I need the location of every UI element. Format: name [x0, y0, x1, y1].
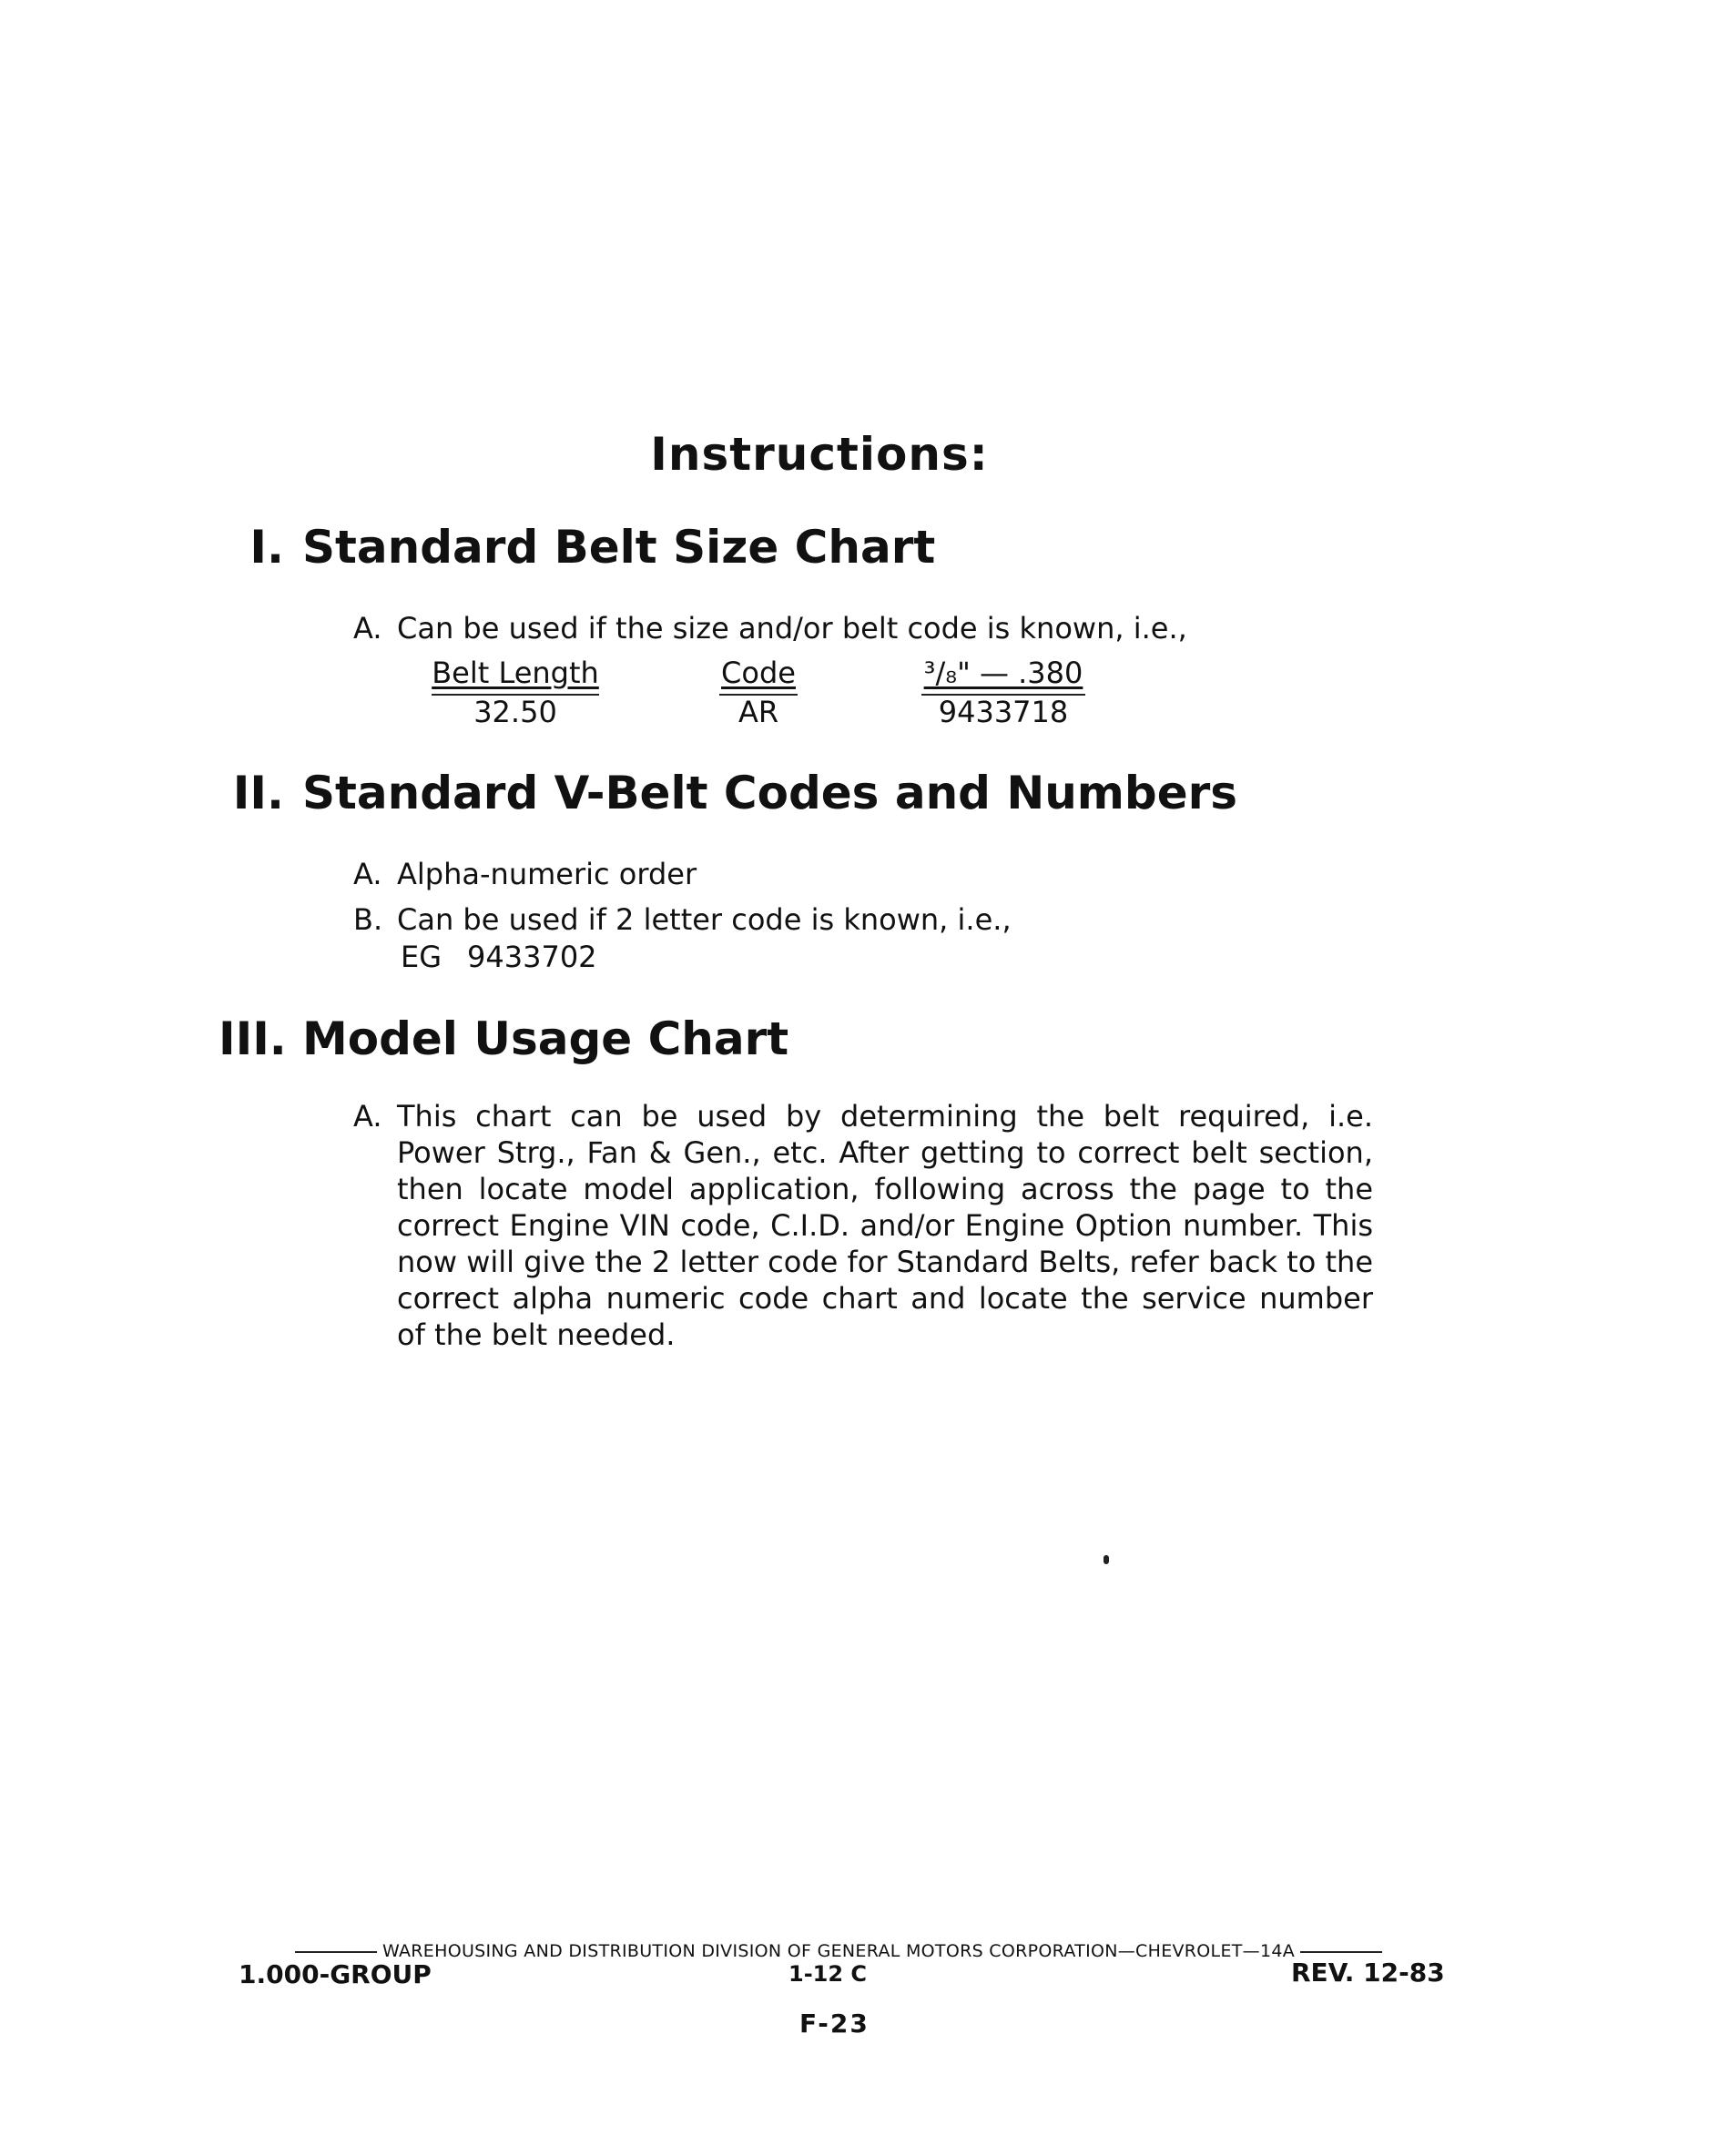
- footer-revision: REV. 12-83: [1291, 1958, 1445, 1988]
- list-item: [353, 856, 1355, 892]
- section-title: Standard Belt Size Chart: [302, 521, 936, 574]
- example-header: Code: [721, 656, 796, 690]
- example-value: AR: [719, 694, 798, 728]
- item-label: A.: [353, 611, 382, 646]
- footer-dash-left: [295, 1951, 377, 1953]
- scan-mark: [1104, 1555, 1109, 1564]
- item-paragraph: This chart can be used by determining the belt required, i.e. Power Strg., Fan & Gen., etc. After getting to correct belt section, then locate model application, following across the page to the correct Engine VIN code, C.I.D. and/or Engine Option number. This now will give the 2 letter code for Standard Belts, refer back to the correct alpha numeric code chart and locate the service number of the belt needed.: [397, 1099, 1373, 1352]
- footer-division-line: [257, 1941, 1420, 1961]
- item-text: Can be used if 2 letter code is known, i.e.,: [397, 902, 1012, 937]
- example-value: 32.50: [432, 694, 599, 728]
- example-value: 9433718: [921, 694, 1085, 728]
- example-code-line: [401, 940, 623, 974]
- section-heading-1: [219, 521, 935, 574]
- item-label: A.: [353, 857, 382, 891]
- section-heading-3: [219, 1012, 788, 1065]
- section-number: II.: [232, 767, 284, 819]
- section-title: Model Usage Chart: [302, 1012, 789, 1065]
- footer-division-text: WAREHOUSING AND DISTRIBUTION DIVISION OF GENERAL MOTORS CORPORATION—CHEVROLET—14A: [381, 1941, 1296, 1961]
- example-belt-size: [921, 656, 1085, 728]
- example-header: ³/₈" — .380: [923, 656, 1083, 690]
- item-label: A.: [353, 1099, 382, 1134]
- footer-dash-right: [1300, 1951, 1382, 1953]
- section-heading-2: [219, 767, 1237, 819]
- section-number: III.: [219, 1012, 287, 1065]
- footer-section-code: 1-12 C: [788, 1961, 868, 1987]
- example-belt-length: [432, 656, 599, 728]
- example-code: [719, 656, 798, 728]
- example-header: Belt Length: [432, 656, 599, 690]
- page-title: Instructions:: [650, 428, 989, 481]
- footer-group: 1.000-GROUP: [239, 1959, 432, 1989]
- item-label: B.: [353, 902, 383, 937]
- example-number: 9433702: [467, 940, 597, 974]
- page-number: F-23: [799, 2009, 870, 2039]
- section-number: I.: [249, 521, 284, 574]
- list-item: [353, 901, 1355, 938]
- list-item: [353, 610, 1355, 646]
- section-title: Standard V-Belt Codes and Numbers: [302, 767, 1238, 819]
- item-text: Alpha-numeric order: [397, 857, 697, 891]
- item-text: Can be used if the size and/or belt code is known, i.e.,: [397, 611, 1187, 646]
- example-code: EG: [401, 940, 442, 974]
